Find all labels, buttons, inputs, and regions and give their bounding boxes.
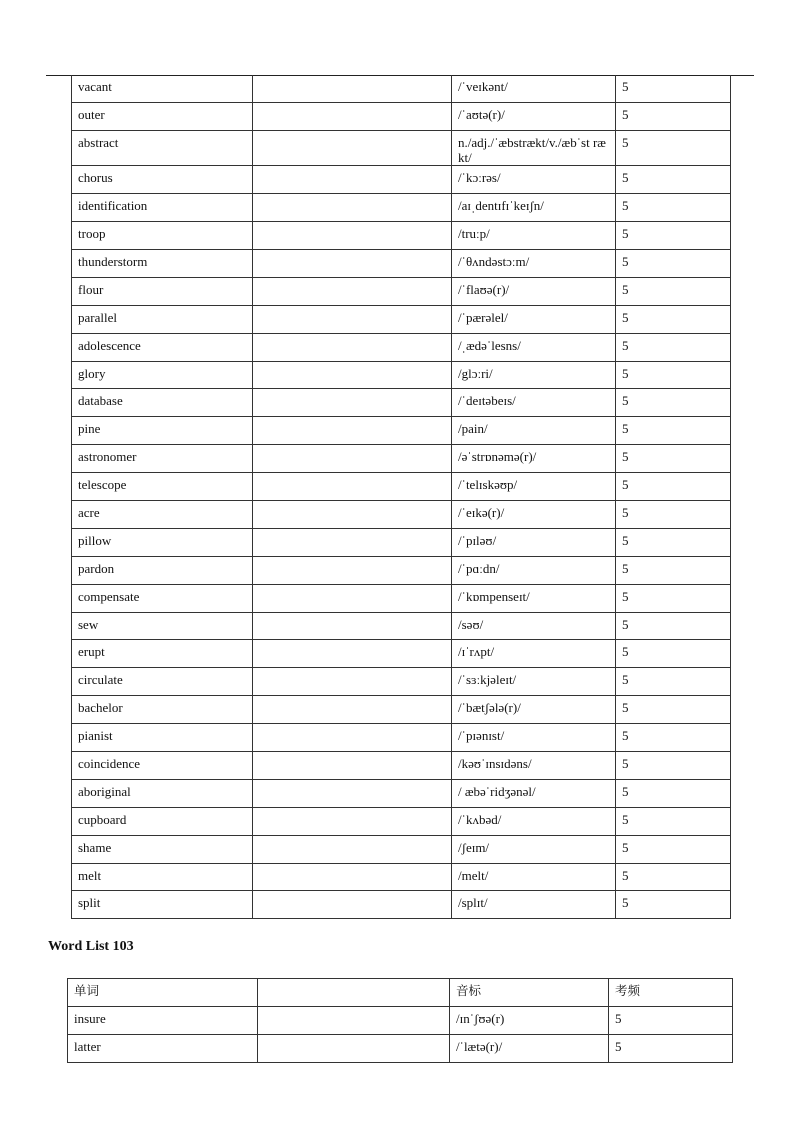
meaning-cell	[253, 891, 452, 919]
word-cell: parallel	[72, 305, 253, 333]
frequency-cell: 5	[616, 445, 731, 473]
table-row	[72, 779, 731, 807]
frequency-cell: 5	[616, 389, 731, 417]
table-row	[72, 528, 731, 556]
word-cell: bachelor	[72, 696, 253, 724]
word-cell: outer	[72, 103, 253, 131]
table-row	[72, 473, 731, 501]
table-row	[72, 696, 731, 724]
section-title: Word List 103	[48, 939, 134, 954]
phonetic-cell: /aɪˌdentɪfɪˈkeɪʃn/	[452, 194, 616, 222]
table-row	[72, 612, 731, 640]
table-row	[72, 305, 731, 333]
meaning-cell	[253, 528, 452, 556]
frequency-cell: 5	[616, 277, 731, 305]
word-cell: erupt	[72, 640, 253, 668]
phonetic-cell: /ˈsɜːkjəleɪt/	[452, 668, 616, 696]
word-cell: identification	[72, 194, 253, 222]
frequency-cell: 5	[616, 333, 731, 361]
meaning-cell	[253, 500, 452, 528]
phonetic-cell: /ˈlætə(r)/	[450, 1035, 609, 1063]
table-row	[72, 751, 731, 779]
frequency-cell: 5	[616, 473, 731, 501]
frequency-cell: 5	[616, 612, 731, 640]
table-row	[72, 584, 731, 612]
phonetic-cell: /ˈflaʊə(r)/	[452, 277, 616, 305]
frequency-cell: 5	[616, 417, 731, 445]
word-cell: pine	[72, 417, 253, 445]
frequency-cell: 5	[616, 751, 731, 779]
header-frequency: 考频	[609, 979, 733, 1007]
meaning-cell	[253, 473, 452, 501]
table-row	[72, 835, 731, 863]
frequency-cell: 5	[609, 1007, 733, 1035]
table-row	[72, 333, 731, 361]
word-cell: aboriginal	[72, 779, 253, 807]
table-row	[72, 807, 731, 835]
word-cell: glory	[72, 361, 253, 389]
word-cell: compensate	[72, 584, 253, 612]
phonetic-cell: /ˈkɒmpenseɪt/	[452, 584, 616, 612]
meaning-cell	[253, 863, 452, 891]
meaning-cell	[253, 305, 452, 333]
frequency-cell: 5	[616, 863, 731, 891]
header-meaning	[258, 979, 450, 1007]
frequency-cell: 5	[616, 556, 731, 584]
word-cell: vacant	[72, 75, 253, 103]
word-cell: telescope	[72, 473, 253, 501]
table-row	[72, 863, 731, 891]
phonetic-cell: /ˈkʌbəd/	[452, 807, 616, 835]
frequency-cell: 5	[616, 696, 731, 724]
frequency-cell: 5	[616, 779, 731, 807]
phonetic-cell: /ˈpɪləʊ/	[452, 528, 616, 556]
header-word: 单词	[68, 979, 258, 1007]
header-phonetic: 音标	[450, 979, 609, 1007]
phonetic-cell: /ʃeɪm/	[452, 835, 616, 863]
meaning-cell	[253, 445, 452, 473]
table-row	[72, 75, 731, 103]
word-cell: sew	[72, 612, 253, 640]
phonetic-cell: /kəʊˈɪnsɪdəns/	[452, 751, 616, 779]
phonetic-cell: /ˈeɪkə(r)/	[452, 500, 616, 528]
word-cell: astronomer	[72, 445, 253, 473]
table-row	[72, 361, 731, 389]
phonetic-cell: /ˈbætʃələ(r)/	[452, 696, 616, 724]
word-cell: flour	[72, 277, 253, 305]
meaning-cell	[253, 556, 452, 584]
meaning-cell	[253, 75, 452, 103]
frequency-cell: 5	[616, 305, 731, 333]
word-table	[71, 75, 731, 919]
frequency-cell: 5	[616, 222, 731, 250]
frequency-cell: 5	[609, 1035, 733, 1063]
meaning-cell	[253, 724, 452, 752]
phonetic-cell: / æbəˈridʒənəl/	[452, 779, 616, 807]
meaning-cell	[253, 640, 452, 668]
word-cell: troop	[72, 222, 253, 250]
meaning-cell	[253, 696, 452, 724]
word-cell: insure	[68, 1007, 258, 1035]
meaning-cell	[253, 361, 452, 389]
meaning-cell	[253, 417, 452, 445]
phonetic-cell: n./adj./ˈæbstrækt/v./æbˈst rækt/	[452, 131, 616, 166]
phonetic-cell: /ˈdeɪtəbeɪs/	[452, 389, 616, 417]
meaning-cell	[253, 333, 452, 361]
table-row	[72, 445, 731, 473]
frequency-cell: 5	[616, 103, 731, 131]
table-row	[68, 1007, 733, 1035]
phonetic-cell: /səʊ/	[452, 612, 616, 640]
word-cell: split	[72, 891, 253, 919]
table-header-row	[68, 979, 733, 1007]
word-cell: cupboard	[72, 807, 253, 835]
word-table-body	[72, 75, 731, 919]
frequency-cell: 5	[616, 528, 731, 556]
table-row	[72, 891, 731, 919]
phonetic-cell: /ˈkɔːrəs/	[452, 166, 616, 194]
frequency-cell: 5	[616, 361, 731, 389]
table-row	[72, 222, 731, 250]
meaning-cell	[253, 103, 452, 131]
frequency-cell: 5	[616, 166, 731, 194]
table-row	[72, 389, 731, 417]
meaning-cell	[253, 166, 452, 194]
word-cell: adolescence	[72, 333, 253, 361]
word-cell: database	[72, 389, 253, 417]
word-cell: pardon	[72, 556, 253, 584]
phonetic-cell: /ˈpɪənɪst/	[452, 724, 616, 752]
phonetic-cell: /truːp/	[452, 222, 616, 250]
phonetic-cell: /glɔːri/	[452, 361, 616, 389]
meaning-cell	[253, 222, 452, 250]
meaning-cell	[253, 389, 452, 417]
word-table-2	[67, 978, 733, 1063]
word-cell: abstract	[72, 131, 253, 166]
word-cell: acre	[72, 500, 253, 528]
frequency-cell: 5	[616, 807, 731, 835]
phonetic-cell: /pain/	[452, 417, 616, 445]
frequency-cell: 5	[616, 724, 731, 752]
table-row	[72, 166, 731, 194]
phonetic-cell: /ˈaʊtə(r)/	[452, 103, 616, 131]
meaning-cell	[258, 1035, 450, 1063]
word-cell: shame	[72, 835, 253, 863]
word-cell: pillow	[72, 528, 253, 556]
word-cell: pianist	[72, 724, 253, 752]
phonetic-cell: /melt/	[452, 863, 616, 891]
word-cell: chorus	[72, 166, 253, 194]
meaning-cell	[253, 779, 452, 807]
phonetic-cell: /ˈθʌndəstɔːm/	[452, 249, 616, 277]
frequency-cell: 5	[616, 668, 731, 696]
meaning-cell	[253, 194, 452, 222]
phonetic-cell: /ˈpɑːdn/	[452, 556, 616, 584]
table-row	[72, 131, 731, 166]
meaning-cell	[253, 807, 452, 835]
frequency-cell: 5	[616, 75, 731, 103]
phonetic-cell: /ˈveɪkənt/	[452, 75, 616, 103]
meaning-cell	[253, 612, 452, 640]
table-row	[68, 1035, 733, 1063]
phonetic-cell: /ɪˈrʌpt/	[452, 640, 616, 668]
word-table-2-body	[68, 979, 733, 1063]
frequency-cell: 5	[616, 249, 731, 277]
word-cell: coincidence	[72, 751, 253, 779]
meaning-cell	[253, 751, 452, 779]
table-row	[72, 103, 731, 131]
word-cell: latter	[68, 1035, 258, 1063]
table-row	[72, 500, 731, 528]
meaning-cell	[253, 835, 452, 863]
frequency-cell: 5	[616, 640, 731, 668]
table-row	[72, 417, 731, 445]
frequency-cell: 5	[616, 131, 731, 166]
phonetic-cell: /ˈtelɪskəʊp/	[452, 473, 616, 501]
meaning-cell	[258, 1007, 450, 1035]
word-cell: thunderstorm	[72, 249, 253, 277]
meaning-cell	[253, 584, 452, 612]
word-cell: circulate	[72, 668, 253, 696]
table-row	[72, 277, 731, 305]
frequency-cell: 5	[616, 891, 731, 919]
meaning-cell	[253, 249, 452, 277]
frequency-cell: 5	[616, 500, 731, 528]
table-row	[72, 724, 731, 752]
frequency-cell: 5	[616, 194, 731, 222]
table-row	[72, 249, 731, 277]
phonetic-cell: /ˌædəˈlesns/	[452, 333, 616, 361]
meaning-cell	[253, 277, 452, 305]
word-cell: melt	[72, 863, 253, 891]
phonetic-cell: /ˈpærəlel/	[452, 305, 616, 333]
table-row	[72, 556, 731, 584]
meaning-cell	[253, 131, 452, 166]
meaning-cell	[253, 668, 452, 696]
phonetic-cell: /ɪnˈʃʊə(r)	[450, 1007, 609, 1035]
table-row	[72, 668, 731, 696]
phonetic-cell: /əˈstrɒnəmə(r)/	[452, 445, 616, 473]
phonetic-cell: /splɪt/	[452, 891, 616, 919]
frequency-cell: 5	[616, 584, 731, 612]
table-row	[72, 640, 731, 668]
table-row	[72, 194, 731, 222]
frequency-cell: 5	[616, 835, 731, 863]
